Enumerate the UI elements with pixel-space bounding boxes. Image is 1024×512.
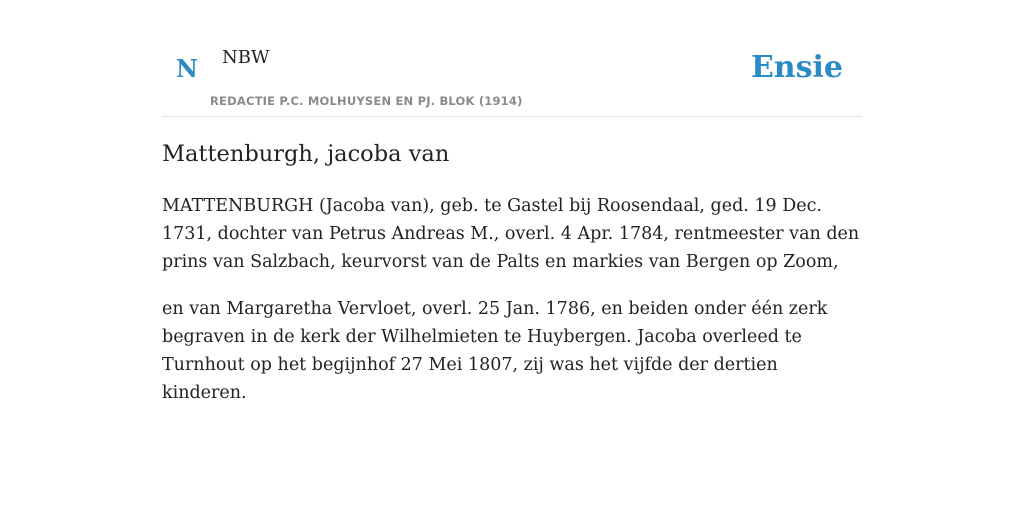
ensie-brand-link[interactable]: Ensie (750, 50, 843, 85)
site-title: NBW (222, 47, 270, 68)
article-paragraph: en van Margaretha Vervloet, overl. 25 Jan. 1786, en beiden onder één zerk begraven in de kerk der Wilhelmieten te Huybergen. Jacoba overleed te Turnhout op het begijnhof 27 Mei 1807, zij was het vijfde der dertien kinderen. (162, 299, 828, 403)
editorial-subtitle: REDACTIE P.C. MOLHUYSEN EN PJ. BLOK (1914) (210, 94, 523, 108)
page-header (162, 0, 862, 117)
nbw-logo-link[interactable]: N (176, 54, 198, 83)
article-paragraph: MATTENBURGH (Jacoba van), geb. te Gastel bij Roosendaal, ged. 19 Dec. 1731, dochter van Petrus Andreas M., overl. 4 Apr. 1784, rentmeester van den prins van Salzbach, keurvorst van de Palts en markies van Bergen op Zoom, (162, 196, 860, 272)
article (162, 136, 862, 407)
article-title: Mattenburgh, jacoba van (162, 141, 450, 167)
